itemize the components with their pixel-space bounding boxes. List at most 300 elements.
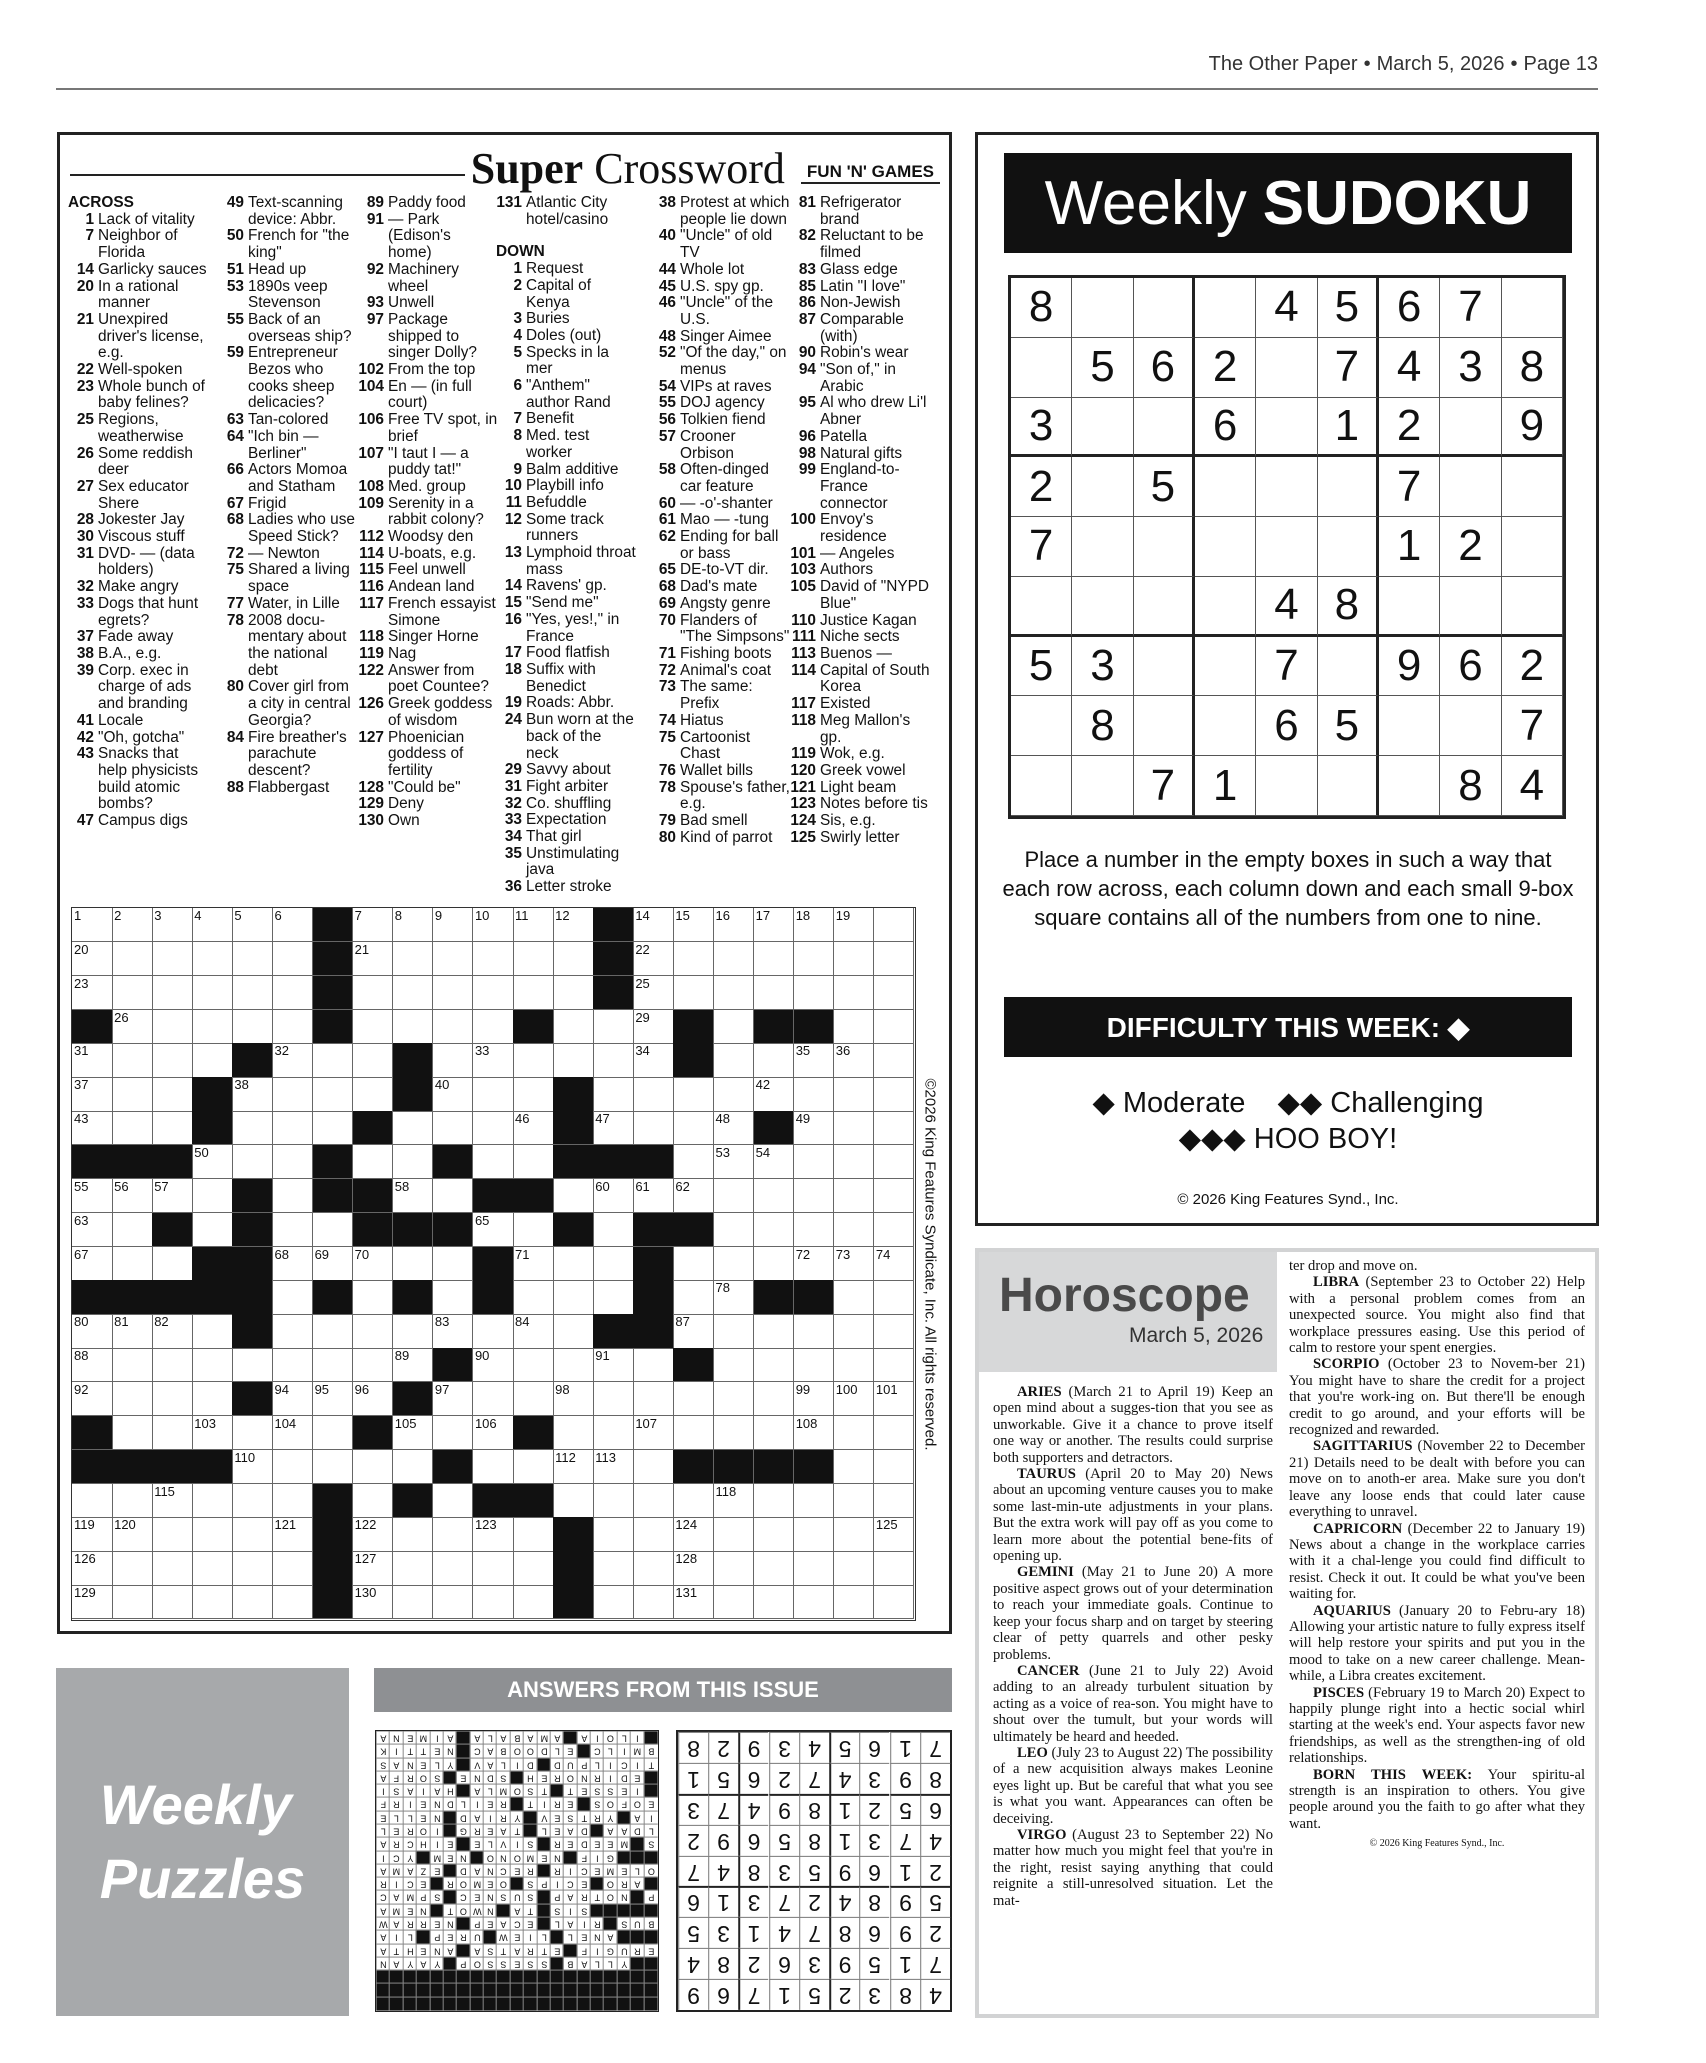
grid-cell[interactable] <box>714 1314 755 1348</box>
grid-cell[interactable] <box>794 1517 835 1551</box>
grid-cell[interactable] <box>272 1314 313 1348</box>
grid-cell[interactable] <box>874 1077 915 1111</box>
grid-cell[interactable] <box>232 1484 273 1518</box>
grid-cell[interactable] <box>112 1382 153 1416</box>
grid-cell[interactable] <box>152 1484 193 1518</box>
grid-cell[interactable] <box>794 1077 835 1111</box>
grid-cell[interactable] <box>553 1179 594 1213</box>
grid-cell[interactable] <box>874 1450 915 1484</box>
grid-cell[interactable] <box>72 1314 113 1348</box>
grid-cell[interactable] <box>553 1484 594 1518</box>
grid-cell[interactable] <box>633 1416 674 1450</box>
grid-cell[interactable] <box>834 908 875 942</box>
sudoku-cell[interactable] <box>1256 398 1317 458</box>
grid-cell[interactable] <box>633 1517 674 1551</box>
grid-cell[interactable] <box>272 1179 313 1213</box>
grid-cell[interactable] <box>513 1145 554 1179</box>
grid-cell[interactable] <box>633 1179 674 1213</box>
grid-cell[interactable] <box>232 976 273 1010</box>
grid-cell[interactable] <box>232 1416 273 1450</box>
grid-cell[interactable] <box>874 1111 915 1145</box>
grid-cell[interactable] <box>714 976 755 1010</box>
grid-cell[interactable] <box>353 1043 394 1077</box>
grid-cell[interactable] <box>232 1450 273 1484</box>
grid-cell[interactable] <box>633 1348 674 1382</box>
grid-cell[interactable] <box>473 1348 514 1382</box>
grid-cell[interactable] <box>513 1111 554 1145</box>
grid-cell[interactable] <box>272 1416 313 1450</box>
sudoku-cell[interactable] <box>1072 756 1133 816</box>
grid-cell[interactable] <box>834 976 875 1010</box>
grid-cell[interactable] <box>72 942 113 976</box>
grid-cell[interactable] <box>794 1416 835 1450</box>
grid-cell[interactable] <box>794 942 835 976</box>
grid-cell[interactable] <box>433 1382 474 1416</box>
grid-cell[interactable] <box>72 1585 113 1619</box>
grid-cell[interactable] <box>593 1484 634 1518</box>
grid-cell[interactable] <box>353 1484 394 1518</box>
grid-cell[interactable] <box>593 1517 634 1551</box>
grid-cell[interactable] <box>473 1043 514 1077</box>
sudoku-cell[interactable] <box>1502 457 1563 517</box>
grid-cell[interactable] <box>353 1450 394 1484</box>
sudoku-cell[interactable] <box>1318 637 1379 697</box>
grid-cell[interactable] <box>754 1551 795 1585</box>
sudoku-cell[interactable] <box>1256 338 1317 398</box>
grid-cell[interactable] <box>473 1517 514 1551</box>
grid-cell[interactable] <box>72 1213 113 1247</box>
grid-cell[interactable] <box>272 1111 313 1145</box>
grid-cell[interactable] <box>152 942 193 976</box>
grid-cell[interactable] <box>192 1145 233 1179</box>
grid-cell[interactable] <box>152 1551 193 1585</box>
grid-cell[interactable] <box>232 908 273 942</box>
grid-cell[interactable] <box>393 976 434 1010</box>
grid-cell[interactable] <box>754 942 795 976</box>
grid-cell[interactable] <box>633 942 674 976</box>
grid-cell[interactable] <box>673 908 714 942</box>
grid-cell[interactable] <box>553 1010 594 1044</box>
grid-cell[interactable] <box>353 1314 394 1348</box>
grid-cell[interactable] <box>393 908 434 942</box>
grid-cell[interactable] <box>353 1145 394 1179</box>
grid-cell[interactable] <box>714 1517 755 1551</box>
grid-cell[interactable] <box>714 1179 755 1213</box>
grid-cell[interactable] <box>72 1111 113 1145</box>
grid-cell[interactable] <box>513 1077 554 1111</box>
sudoku-cell[interactable] <box>1011 338 1072 398</box>
grid-cell[interactable] <box>754 908 795 942</box>
grid-cell[interactable] <box>834 1077 875 1111</box>
grid-cell[interactable] <box>874 1213 915 1247</box>
grid-cell[interactable] <box>272 1484 313 1518</box>
grid-cell[interactable] <box>714 942 755 976</box>
grid-cell[interactable] <box>353 1585 394 1619</box>
grid-cell[interactable] <box>714 1280 755 1314</box>
grid-cell[interactable] <box>473 1416 514 1450</box>
grid-cell[interactable] <box>834 1043 875 1077</box>
grid-cell[interactable] <box>433 1179 474 1213</box>
grid-cell[interactable] <box>232 1111 273 1145</box>
grid-cell[interactable] <box>834 1484 875 1518</box>
grid-cell[interactable] <box>834 942 875 976</box>
grid-cell[interactable] <box>152 976 193 1010</box>
sudoku-cell[interactable] <box>1011 696 1072 756</box>
grid-cell[interactable] <box>553 1348 594 1382</box>
grid-cell[interactable] <box>754 1585 795 1619</box>
grid-cell[interactable] <box>152 1348 193 1382</box>
sudoku-cell[interactable] <box>1318 517 1379 577</box>
grid-cell[interactable] <box>673 1145 714 1179</box>
grid-cell[interactable] <box>794 908 835 942</box>
grid-cell[interactable] <box>553 942 594 976</box>
grid-cell[interactable] <box>272 1348 313 1382</box>
grid-cell[interactable] <box>714 1348 755 1382</box>
grid-cell[interactable] <box>112 1111 153 1145</box>
grid-cell[interactable] <box>112 1517 153 1551</box>
grid-cell[interactable] <box>754 1213 795 1247</box>
grid-cell[interactable] <box>192 1010 233 1044</box>
grid-cell[interactable] <box>152 1179 193 1213</box>
grid-cell[interactable] <box>714 1247 755 1281</box>
grid-cell[interactable] <box>593 1077 634 1111</box>
grid-cell[interactable] <box>513 1247 554 1281</box>
grid-cell[interactable] <box>593 1247 634 1281</box>
grid-cell[interactable] <box>593 1348 634 1382</box>
grid-cell[interactable] <box>633 908 674 942</box>
grid-cell[interactable] <box>473 1077 514 1111</box>
sudoku-cell[interactable] <box>1318 756 1379 816</box>
grid-cell[interactable] <box>112 908 153 942</box>
grid-cell[interactable] <box>794 1382 835 1416</box>
grid-cell[interactable] <box>112 1010 153 1044</box>
grid-cell[interactable] <box>513 1314 554 1348</box>
grid-cell[interactable] <box>272 1280 313 1314</box>
grid-cell[interactable] <box>313 1314 354 1348</box>
grid-cell[interactable] <box>513 1280 554 1314</box>
grid-cell[interactable] <box>874 1179 915 1213</box>
grid-cell[interactable] <box>714 1043 755 1077</box>
grid-cell[interactable] <box>192 1043 233 1077</box>
grid-cell[interactable] <box>112 1551 153 1585</box>
sudoku-cell[interactable] <box>1195 278 1256 338</box>
grid-cell[interactable] <box>754 1247 795 1281</box>
grid-cell[interactable] <box>353 908 394 942</box>
grid-cell[interactable] <box>232 1517 273 1551</box>
grid-cell[interactable] <box>714 1111 755 1145</box>
grid-cell[interactable] <box>754 1145 795 1179</box>
sudoku-cell[interactable] <box>1256 457 1317 517</box>
sudoku-cell[interactable] <box>1134 278 1195 338</box>
grid-cell[interactable] <box>433 1416 474 1450</box>
grid-cell[interactable] <box>152 1043 193 1077</box>
grid-cell[interactable] <box>834 1145 875 1179</box>
grid-cell[interactable] <box>593 1382 634 1416</box>
sudoku-cell[interactable] <box>1134 517 1195 577</box>
grid-cell[interactable] <box>633 1450 674 1484</box>
sudoku-cell[interactable] <box>1379 696 1440 756</box>
grid-cell[interactable] <box>513 1585 554 1619</box>
grid-cell[interactable] <box>794 1179 835 1213</box>
grid-cell[interactable] <box>272 1010 313 1044</box>
sudoku-cell[interactable] <box>1195 577 1256 637</box>
grid-cell[interactable] <box>754 976 795 1010</box>
sudoku-cell[interactable] <box>1134 696 1195 756</box>
grid-cell[interactable] <box>152 1314 193 1348</box>
grid-cell[interactable] <box>112 1043 153 1077</box>
grid-cell[interactable] <box>834 1111 875 1145</box>
grid-cell[interactable] <box>72 1077 113 1111</box>
grid-cell[interactable] <box>593 1179 634 1213</box>
grid-cell[interactable] <box>112 1247 153 1281</box>
grid-cell[interactable] <box>272 1247 313 1281</box>
sudoku-cell[interactable] <box>1379 756 1440 816</box>
grid-cell[interactable] <box>593 1551 634 1585</box>
grid-cell[interactable] <box>353 1348 394 1382</box>
grid-cell[interactable] <box>232 1551 273 1585</box>
grid-cell[interactable] <box>433 1551 474 1585</box>
grid-cell[interactable] <box>673 1517 714 1551</box>
sudoku-cell[interactable] <box>1011 577 1072 637</box>
grid-cell[interactable] <box>232 1010 273 1044</box>
grid-cell[interactable] <box>393 1416 434 1450</box>
grid-cell[interactable] <box>553 1416 594 1450</box>
grid-cell[interactable] <box>272 1145 313 1179</box>
grid-cell[interactable] <box>673 1314 714 1348</box>
grid-cell[interactable] <box>72 976 113 1010</box>
grid-cell[interactable] <box>633 976 674 1010</box>
grid-cell[interactable] <box>794 1348 835 1382</box>
grid-cell[interactable] <box>313 1077 354 1111</box>
grid-cell[interactable] <box>874 1043 915 1077</box>
grid-cell[interactable] <box>754 1314 795 1348</box>
sudoku-cell[interactable] <box>1195 696 1256 756</box>
sudoku-cell[interactable] <box>1502 577 1563 637</box>
grid-cell[interactable] <box>593 1213 634 1247</box>
grid-cell[interactable] <box>72 1179 113 1213</box>
grid-cell[interactable] <box>272 1043 313 1077</box>
grid-cell[interactable] <box>192 1213 233 1247</box>
grid-cell[interactable] <box>633 1077 674 1111</box>
grid-cell[interactable] <box>874 1348 915 1382</box>
grid-cell[interactable] <box>834 1280 875 1314</box>
grid-cell[interactable] <box>794 1551 835 1585</box>
grid-cell[interactable] <box>152 1382 193 1416</box>
grid-cell[interactable] <box>513 1382 554 1416</box>
crossword-grid[interactable] <box>71 907 916 1621</box>
grid-cell[interactable] <box>874 1010 915 1044</box>
grid-cell[interactable] <box>834 1551 875 1585</box>
grid-cell[interactable] <box>313 1382 354 1416</box>
grid-cell[interactable] <box>593 1450 634 1484</box>
grid-cell[interactable] <box>553 1314 594 1348</box>
grid-cell[interactable] <box>673 942 714 976</box>
grid-cell[interactable] <box>874 1247 915 1281</box>
grid-cell[interactable] <box>152 908 193 942</box>
grid-cell[interactable] <box>714 908 755 942</box>
grid-cell[interactable] <box>112 1585 153 1619</box>
sudoku-grid[interactable] <box>1008 275 1566 819</box>
grid-cell[interactable] <box>633 1585 674 1619</box>
grid-cell[interactable] <box>754 1043 795 1077</box>
grid-cell[interactable] <box>673 1484 714 1518</box>
grid-cell[interactable] <box>673 1280 714 1314</box>
grid-cell[interactable] <box>192 1314 233 1348</box>
grid-cell[interactable] <box>874 1551 915 1585</box>
grid-cell[interactable] <box>433 1314 474 1348</box>
grid-cell[interactable] <box>473 1010 514 1044</box>
grid-cell[interactable] <box>353 1247 394 1281</box>
grid-cell[interactable] <box>473 1213 514 1247</box>
grid-cell[interactable] <box>834 1314 875 1348</box>
grid-cell[interactable] <box>272 1213 313 1247</box>
grid-cell[interactable] <box>433 1280 474 1314</box>
grid-cell[interactable] <box>393 1314 434 1348</box>
grid-cell[interactable] <box>794 1585 835 1619</box>
grid-cell[interactable] <box>874 908 915 942</box>
grid-cell[interactable] <box>834 1179 875 1213</box>
grid-cell[interactable] <box>754 1382 795 1416</box>
grid-cell[interactable] <box>433 908 474 942</box>
grid-cell[interactable] <box>353 1517 394 1551</box>
grid-cell[interactable] <box>152 1416 193 1450</box>
grid-cell[interactable] <box>72 1517 113 1551</box>
grid-cell[interactable] <box>794 1247 835 1281</box>
grid-cell[interactable] <box>393 1010 434 1044</box>
grid-cell[interactable] <box>232 1145 273 1179</box>
grid-cell[interactable] <box>633 1551 674 1585</box>
grid-cell[interactable] <box>112 976 153 1010</box>
grid-cell[interactable] <box>794 1043 835 1077</box>
grid-cell[interactable] <box>192 1517 233 1551</box>
grid-cell[interactable] <box>192 1382 233 1416</box>
grid-cell[interactable] <box>714 1484 755 1518</box>
sudoku-cell[interactable] <box>1134 577 1195 637</box>
grid-cell[interactable] <box>874 1314 915 1348</box>
grid-cell[interactable] <box>874 1416 915 1450</box>
grid-cell[interactable] <box>473 1450 514 1484</box>
grid-cell[interactable] <box>754 1179 795 1213</box>
sudoku-cell[interactable] <box>1011 756 1072 816</box>
grid-cell[interactable] <box>192 942 233 976</box>
grid-cell[interactable] <box>393 1517 434 1551</box>
grid-cell[interactable] <box>192 1484 233 1518</box>
grid-cell[interactable] <box>152 1247 193 1281</box>
grid-cell[interactable] <box>754 1484 795 1518</box>
grid-cell[interactable] <box>673 1585 714 1619</box>
sudoku-cell[interactable] <box>1256 756 1317 816</box>
grid-cell[interactable] <box>192 1416 233 1450</box>
grid-cell[interactable] <box>633 1484 674 1518</box>
grid-cell[interactable] <box>272 1077 313 1111</box>
grid-cell[interactable] <box>192 908 233 942</box>
grid-cell[interactable] <box>553 1450 594 1484</box>
grid-cell[interactable] <box>834 1517 875 1551</box>
grid-cell[interactable] <box>673 1111 714 1145</box>
grid-cell[interactable] <box>433 1043 474 1077</box>
grid-cell[interactable] <box>834 1382 875 1416</box>
grid-cell[interactable] <box>72 1043 113 1077</box>
grid-cell[interactable] <box>794 1314 835 1348</box>
grid-cell[interactable] <box>112 1213 153 1247</box>
grid-cell[interactable] <box>192 1551 233 1585</box>
grid-cell[interactable] <box>72 1348 113 1382</box>
grid-cell[interactable] <box>714 1077 755 1111</box>
grid-cell[interactable] <box>393 1247 434 1281</box>
grid-cell[interactable] <box>152 1077 193 1111</box>
sudoku-cell[interactable] <box>1440 696 1501 756</box>
grid-cell[interactable] <box>553 1043 594 1077</box>
grid-cell[interactable] <box>433 1484 474 1518</box>
sudoku-cell[interactable] <box>1502 517 1563 577</box>
grid-cell[interactable] <box>553 1247 594 1281</box>
sudoku-cell[interactable] <box>1195 517 1256 577</box>
grid-cell[interactable] <box>473 976 514 1010</box>
grid-cell[interactable] <box>112 1179 153 1213</box>
grid-cell[interactable] <box>513 1450 554 1484</box>
grid-cell[interactable] <box>834 1010 875 1044</box>
grid-cell[interactable] <box>553 976 594 1010</box>
sudoku-cell[interactable] <box>1318 457 1379 517</box>
grid-cell[interactable] <box>272 1382 313 1416</box>
grid-cell[interactable] <box>433 1111 474 1145</box>
grid-cell[interactable] <box>433 1077 474 1111</box>
grid-cell[interactable] <box>754 1416 795 1450</box>
grid-cell[interactable] <box>152 1517 193 1551</box>
grid-cell[interactable] <box>714 1416 755 1450</box>
grid-cell[interactable] <box>313 1213 354 1247</box>
grid-cell[interactable] <box>673 976 714 1010</box>
grid-cell[interactable] <box>874 1484 915 1518</box>
grid-cell[interactable] <box>152 1111 193 1145</box>
grid-cell[interactable] <box>673 1247 714 1281</box>
grid-cell[interactable] <box>593 1585 634 1619</box>
grid-cell[interactable] <box>874 1382 915 1416</box>
grid-cell[interactable] <box>874 976 915 1010</box>
grid-cell[interactable] <box>673 1179 714 1213</box>
sudoku-cell[interactable] <box>1072 398 1133 458</box>
sudoku-cell[interactable] <box>1134 637 1195 697</box>
grid-cell[interactable] <box>433 1517 474 1551</box>
grid-cell[interactable] <box>473 1314 514 1348</box>
grid-cell[interactable] <box>72 1551 113 1585</box>
grid-cell[interactable] <box>313 1247 354 1281</box>
grid-cell[interactable] <box>313 1450 354 1484</box>
grid-cell[interactable] <box>714 1585 755 1619</box>
grid-cell[interactable] <box>593 1280 634 1314</box>
grid-cell[interactable] <box>633 1382 674 1416</box>
grid-cell[interactable] <box>473 1551 514 1585</box>
grid-cell[interactable] <box>473 1382 514 1416</box>
grid-cell[interactable] <box>633 1043 674 1077</box>
grid-cell[interactable] <box>673 1077 714 1111</box>
grid-cell[interactable] <box>192 976 233 1010</box>
grid-cell[interactable] <box>393 1348 434 1382</box>
sudoku-cell[interactable] <box>1072 577 1133 637</box>
grid-cell[interactable] <box>393 1145 434 1179</box>
grid-cell[interactable] <box>794 1484 835 1518</box>
grid-cell[interactable] <box>834 1585 875 1619</box>
grid-cell[interactable] <box>112 1484 153 1518</box>
grid-cell[interactable] <box>794 1111 835 1145</box>
grid-cell[interactable] <box>433 942 474 976</box>
sudoku-cell[interactable] <box>1379 577 1440 637</box>
grid-cell[interactable] <box>152 1585 193 1619</box>
grid-cell[interactable] <box>553 1382 594 1416</box>
grid-cell[interactable] <box>794 1145 835 1179</box>
grid-cell[interactable] <box>633 1111 674 1145</box>
grid-cell[interactable] <box>714 1010 755 1044</box>
